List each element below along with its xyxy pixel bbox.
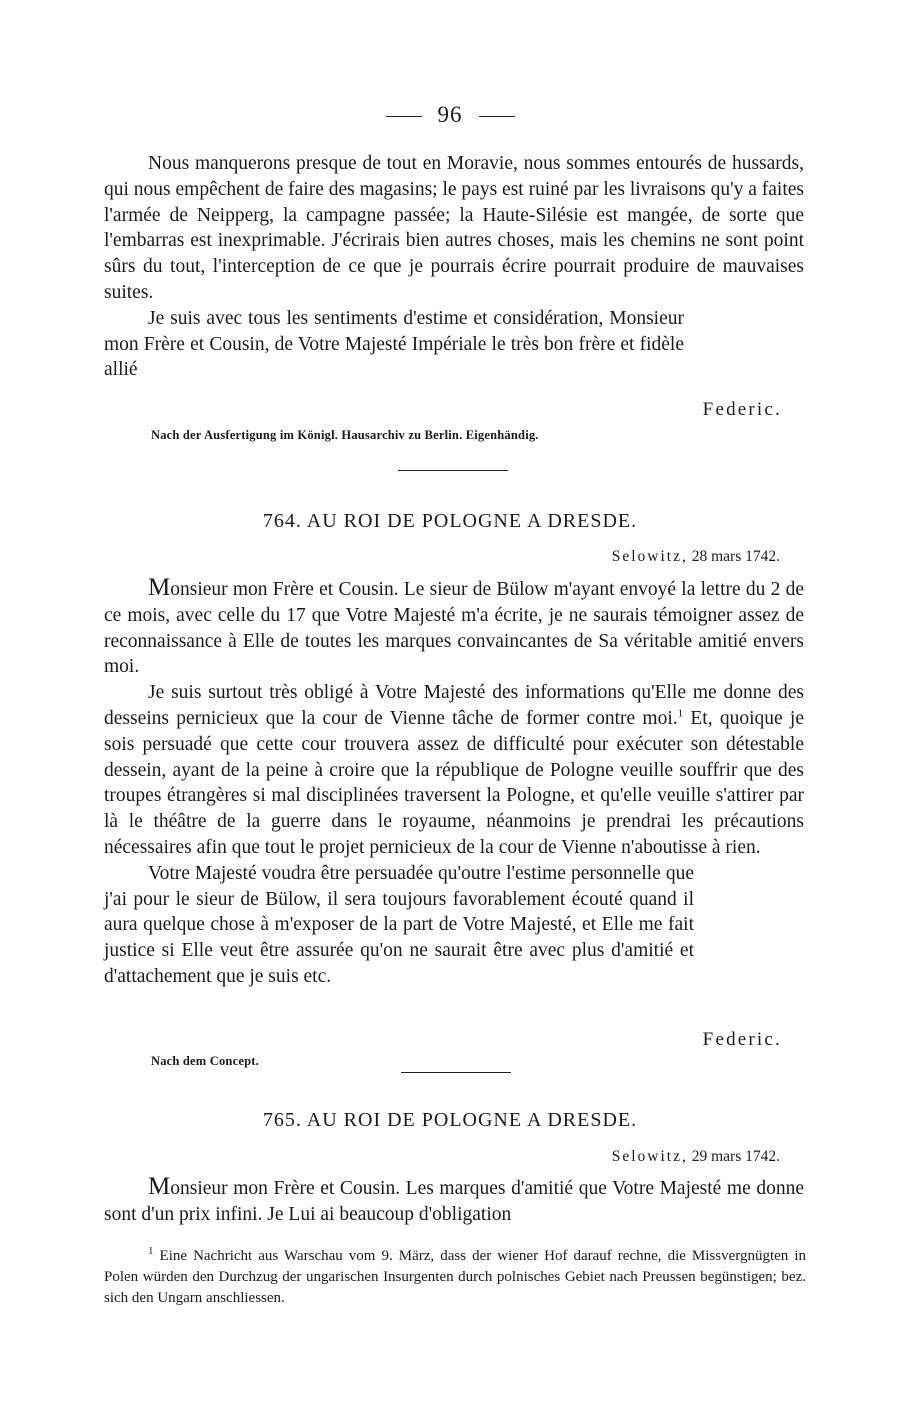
letter-765-heading: 765. AU ROI DE POLOGNE A DRESDE. (262, 1109, 638, 1131)
letter-764-heading: 764. AU ROI DE POLOGNE A DRESDE. (262, 510, 638, 532)
letter-764-source-note: Nach dem Concept. (151, 1054, 259, 1068)
letter-765-paragraph-1: Monsieur mon Frère et Cousin. Les marques d'amitié que Votre Majesté me donne sont d'un prix infini. Je Lui ai beaucoup d'obligation (104, 1173, 804, 1225)
footnote-text: Eine Nachricht aus Warschau vom 9. März, dass der wiener Hof darauf rechne, die Missvergnügten in Polen würden den Durchzug der ungarischen Insurgenten durch polnisches Gebiet nach Preussen begünstigen; bez. sich den Ungarn anschliessen. (104, 1248, 807, 1306)
letter-prev-signature: Federic. (702, 399, 782, 420)
letter-765-date-place: Selowitz, (611, 1148, 688, 1165)
letter-764-body (104, 575, 804, 990)
page-number-dash-right (479, 116, 515, 117)
letter-prev-paragraph-2: Je suis avec tous les sentiments d'estime et considération, Monsieur mon Frère et Cousin, de Votre Majesté Impériale le très bon frère et fidèle allié (104, 307, 684, 381)
page-number-value: 96 (437, 102, 463, 127)
letter-765-date: 29 mars 1742. (691, 1148, 780, 1165)
letter-764-paragraph-1: Monsieur mon Frère et Cousin. Le sieur de Bülow m'ayant envoyé la lettre du 2 de ce mois, avec celle du 17 que Votre Majesté m'a écrite, je ne saurais témoigner assez de reconnaissance à Elle de toutes les marques convaincantes de Sa véritable amitié envers moi. (104, 574, 804, 678)
section-divider-2 (401, 1072, 511, 1073)
letter-764-date: 28 mars 1742. (691, 548, 780, 565)
section-divider-1 (398, 470, 508, 471)
page-number-dash-left (386, 116, 422, 117)
letter-764-paragraph-3: Votre Majesté voudra être persuadée qu'outre l'estime personnelle que j'ai pour le sieur de Bülow, il sera toujours favorablement écouté quand il aura quelque chose à m'exposer de la part de Votre Majesté, et Elle me fait justice si Elle veut être assurée qu'on ne saurait être avec plus d'amitié et d'attachement que je suis etc. (104, 862, 694, 987)
letter-765-body (104, 1174, 804, 1228)
footnote (104, 1246, 806, 1309)
letter-prev-source-note: Nach der Ausfertigung im Königl. Hausarchiv zu Berlin. Eigenhändig. (151, 428, 539, 442)
footnote-marker-reference[interactable]: 1 (677, 707, 684, 720)
letter-764-date-place: Selowitz, (611, 548, 688, 565)
footnote-marker: 1 (148, 1245, 154, 1257)
footnote-paragraph (104, 1246, 806, 1309)
letter-764-paragraph-2-continuation: Et, quoique je sois persuadé que cette cour trouvera assez de difficulté pour exécuter son détestable dessein, ayant de la peine à croire que la république de Pologne veuille souffrir que des troupes étrangères si mal disciplinées traversent la Pologne, et qu'elle veuille s'attirer par là le théâtre de la guerre dans le royaume, néanmoins je prendrai les précautions nécessaires afin que tout le projet pernicieux de la cour de Vienne n'aboutisse à rien. (104, 707, 804, 858)
letter-765-dateline (612, 1148, 780, 1166)
letter-764-signature: Federic. (702, 1029, 782, 1050)
page-number (0, 102, 900, 128)
letter-764-paragraph-2 (104, 680, 804, 861)
letter-prev-paragraph-1: Nous manquerons presque de tout en Moravie, nous sommes entourés de hussards, qui nous empêchent de faire des magasins; le pays est ruiné par les livraisons qu'y a faites l'armée de Neipperg, la campagne passée; la Haute-Silésie est mangée, de sorte que l'embarras est inexprimable. J'écrirais bien autres choses, mais les chemins ne sont point sûrs du tout, l'interception de ce que je pourrais écrire pourrait produire de mauvaises suites. (104, 153, 804, 303)
letter-prev-body (104, 151, 804, 383)
letter-764-dateline (612, 548, 780, 566)
letter-764-paragraph-2-text: Je suis surtout très obligé à Votre Majesté des informations qu'Elle me donne des desseins pernicieux que la cour de Vienne tâche de former contre moi. (104, 682, 804, 729)
